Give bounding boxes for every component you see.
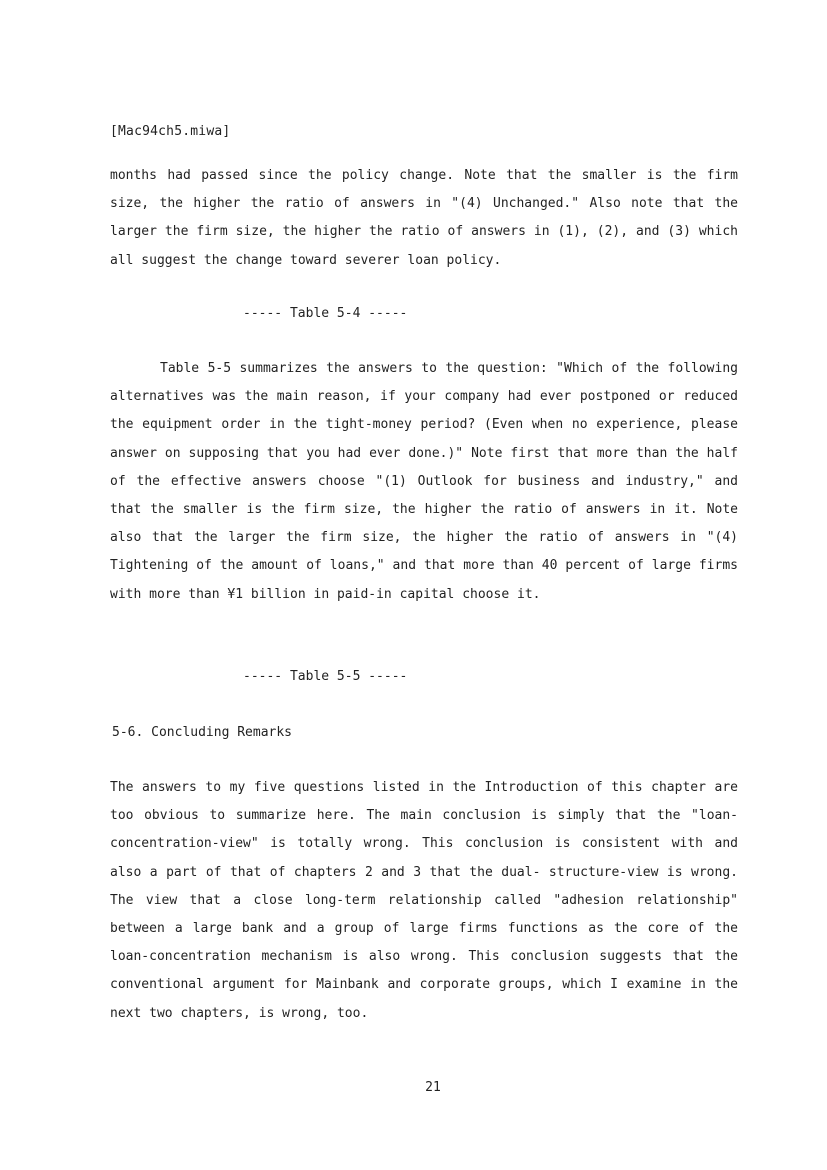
- paragraph-continuation: months had passed since the policy change. Note that the smaller is the firm size, the higher the ratio of answers in "(4) Unchanged." Also note that the larger the firm size, the higher the ratio of answers in (1), (2), and (3) which all suggest the change toward severer loan policy.: [110, 168, 738, 268]
- page-number: 21: [425, 1080, 441, 1095]
- document-header: [Mac94ch5.miwa]: [110, 124, 231, 139]
- table-reference-5-4: ----- Table 5-4 -----: [243, 306, 408, 321]
- paragraph-table-5-5: Table 5-5 summarizes the answers to the question: "Which of the following alternatives was the main reason, if your company had ever postponed or reduced the equipment order in the tight-money period? (Even when no experience, please answer on supposing that you had ever done.)" Note first that more than the half of the effective answers choose "(1) Outlook for business and industry," and that the smaller is the firm size, the higher the ratio of answers in it. Note also that the larger the firm size, the higher the ratio of answers in "(4) Tightening of the amount of loans," and that more than 40 percent of large firms with more than ¥1 billion in paid-in capital choose it.: [110, 361, 738, 602]
- paragraph-concluding: The answers to my five questions listed in the Introduction of this chapter are too obvious to summarize here. The main conclusion is simply that the "loan-concentration-view" is totally wrong. This conclusion is consistent with and also a part of that of chapters 2 and 3 that the dual- structure-view is wrong. The view that a close long-term relationship called "adhesion relationship" between a large bank and a group of large firms functions as the core of the loan-concentration mechanism is also wrong. This conclusion suggests that the conventional argument for Mainbank and corporate groups, which I examine in the next two chapters, is wrong, too.: [110, 780, 738, 1021]
- table-reference-5-5: ----- Table 5-5 -----: [243, 669, 408, 684]
- section-title: 5-6. Concluding Remarks: [112, 725, 293, 740]
